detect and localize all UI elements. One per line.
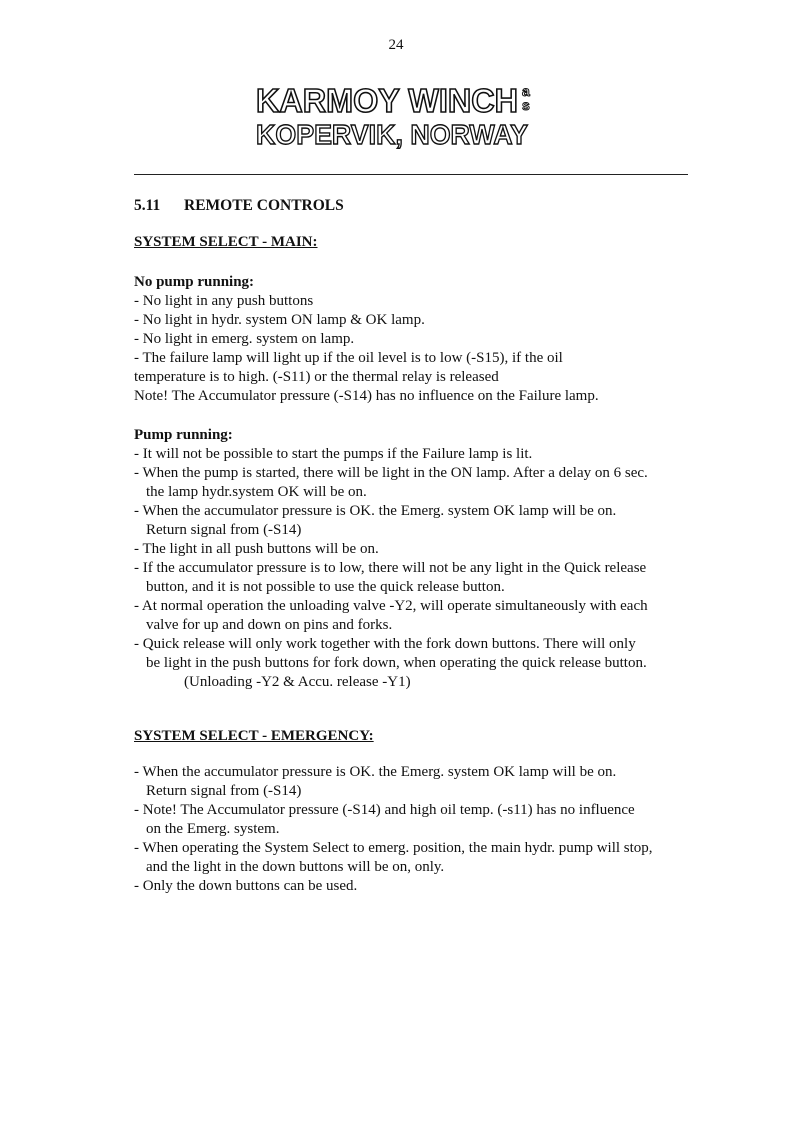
page-content	[134, 196, 694, 896]
pump-item-continuation: Return signal from (-S14)	[146, 522, 302, 538]
pump-item-continuation: be light in the push buttons for fork down, when operating the quick release button.	[146, 655, 647, 671]
pump-indented-note: (Unloading -Y2 & Accu. release -Y1)	[184, 674, 411, 690]
no-pump-line: - No light in hydr. system ON lamp & OK lamp.	[134, 312, 425, 328]
emergency-item: - When the accumulator pressure is OK. the Emerg. system OK lamp will be on.	[134, 764, 617, 780]
emergency-item: - Note! The Accumulator pressure (-S14) and high oil temp. (-s11) has no influence	[134, 802, 635, 818]
main-heading: SYSTEM SELECT - MAIN:	[134, 234, 318, 250]
logo-suffix-top: a	[522, 83, 530, 99]
pump-item-continuation: button, and it is not possible to use the quick release button.	[146, 579, 505, 595]
emergency-item: - When operating the System Select to emerg. position, the main hydr. pump will stop,	[134, 840, 653, 856]
logo-line-2: KOPERVIK, NORWAY	[256, 119, 529, 150]
pump-item-continuation: valve for up and down on pins and forks.	[146, 617, 393, 633]
emergency-item-continuation: on the Emerg. system.	[146, 821, 280, 837]
no-pump-line: - The failure lamp will light up if the oil level is to low (-S15), if the oil	[134, 350, 563, 366]
section-title: REMOTE CONTROLS	[184, 197, 344, 214]
pump-item: - When the accumulator pressure is OK. the Emerg. system OK lamp will be on.	[134, 503, 617, 519]
emergency-item: - Only the down buttons can be used.	[134, 878, 358, 894]
no-pump-line: - No light in any push buttons	[134, 293, 314, 309]
pump-item: - It will not be possible to start the pumps if the Failure lamp is lit.	[134, 446, 533, 462]
emergency-heading: SYSTEM SELECT - EMERGENCY:	[134, 728, 374, 744]
header-rule	[134, 174, 688, 175]
pump-item: - At normal operation the unloading valve -Y2, will operate simultaneously with each	[134, 598, 648, 614]
section-heading	[134, 196, 694, 215]
no-pump-line: temperature is to high. (-S11) or the thermal relay is released	[134, 369, 499, 385]
pump-running-title: Pump running:	[134, 427, 233, 443]
section-number: 5.11	[134, 197, 161, 214]
logo-suffix-bottom: s	[522, 97, 530, 113]
emergency-item-continuation: and the light in the down buttons will be on, only.	[146, 859, 445, 875]
no-pump-title: No pump running:	[134, 274, 255, 290]
pump-item-continuation: the lamp hydr.system OK will be on.	[146, 484, 367, 500]
company-logo	[254, 82, 544, 152]
pump-item: - When the pump is started, there will be light in the ON lamp. After a delay on 6 sec.	[134, 465, 648, 481]
logo-line-1: KARMOY WINCH	[256, 82, 518, 119]
pump-item: - If the accumulator pressure is to low, there will not be any light in the Quick release	[134, 560, 647, 576]
emergency-item-continuation: Return signal from (-S14)	[146, 783, 302, 799]
page-number: 24	[388, 37, 404, 53]
pump-item: - The light in all push buttons will be on.	[134, 541, 379, 557]
no-pump-line: Note! The Accumulator pressure (-S14) has no influence on the Failure lamp.	[134, 388, 599, 404]
pump-item: - Quick release will only work together with the fork down buttons. There will only	[134, 636, 636, 652]
no-pump-line: - No light in emerg. system on lamp.	[134, 331, 355, 347]
